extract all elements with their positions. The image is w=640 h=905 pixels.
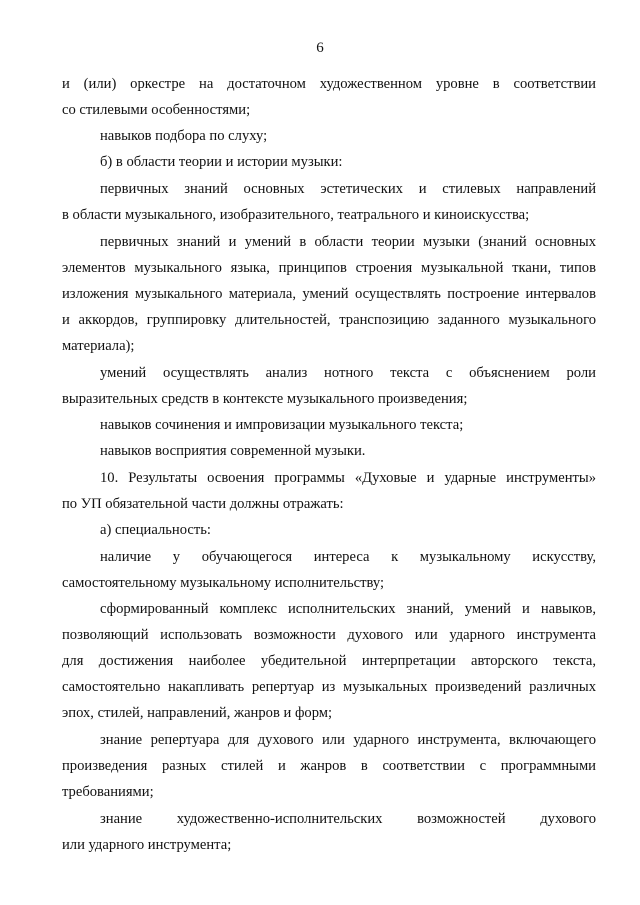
text-line: или ударного инструмента; xyxy=(62,837,232,853)
text-line: знание художественно-исполнительских возможностей духового xyxy=(100,811,596,827)
text-line: навыков подбора по слуху; xyxy=(100,128,268,144)
text-line: самостоятельно накапливать репертуар из музыкальных произведений различных xyxy=(62,679,596,695)
text-line: а) специальность: xyxy=(100,522,211,538)
text-line: навыков восприятия современной музыки. xyxy=(100,443,366,459)
text-line: и аккордов, группировку длительностей, транспозицию заданного музыкального xyxy=(62,312,596,328)
text-line: элементов музыкального языка, принципов строения музыкальной ткани, типов xyxy=(62,260,596,276)
text-line: навыков сочинения и импровизации музыкального текста; xyxy=(100,417,464,433)
text-line: изложения музыкального материала, умений осуществлять построение интервалов xyxy=(62,286,596,302)
text-line: произведения разных стилей и жанров в соответствии с программными xyxy=(62,758,596,774)
text-line: первичных знаний и умений в области теории музыки (знаний основных xyxy=(100,234,596,250)
page-number: 6 xyxy=(316,40,324,56)
text-line: в области музыкального, изобразительного, театрального и киноискусства; xyxy=(62,207,530,223)
text-line: выразительных средств в контексте музыкального произведения; xyxy=(62,391,468,407)
text-line: требованиями; xyxy=(62,784,154,800)
text-line: для достижения наиболее убедительной интерпретации авторского текста, xyxy=(62,653,596,669)
text-line: б) в области теории и истории музыки: xyxy=(100,154,343,170)
text-line: со стилевыми особенностями; xyxy=(62,102,251,118)
text-line: 10. Результаты освоения программы «Духовые и ударные инструменты» xyxy=(100,470,596,486)
text-line: сформированный комплекс исполнительских знаний, умений и навыков, xyxy=(100,601,596,617)
text-line: позволяющий использовать возможности духового или ударного инструмента xyxy=(62,627,596,643)
text-line: первичных знаний основных эстетических и стилевых направлений xyxy=(100,181,596,197)
text-line: наличие у обучающегося интереса к музыкальному искусству, xyxy=(100,549,596,565)
text-line: умений осуществлять анализ нотного текста с объяснением роли xyxy=(100,365,596,381)
text-line: знание репертуара для духового или ударного инструмента, включающего xyxy=(100,732,596,748)
text-line: и (или) оркестре на достаточном художественном уровне в соответствии xyxy=(62,76,596,92)
text-line: материала); xyxy=(62,338,135,354)
text-line: самостоятельному музыкальному исполнительству; xyxy=(62,575,385,591)
text-line: эпох, стилей, направлений, жанров и форм; xyxy=(62,705,333,721)
text-line: по УП обязательной части должны отражать: xyxy=(62,496,344,512)
